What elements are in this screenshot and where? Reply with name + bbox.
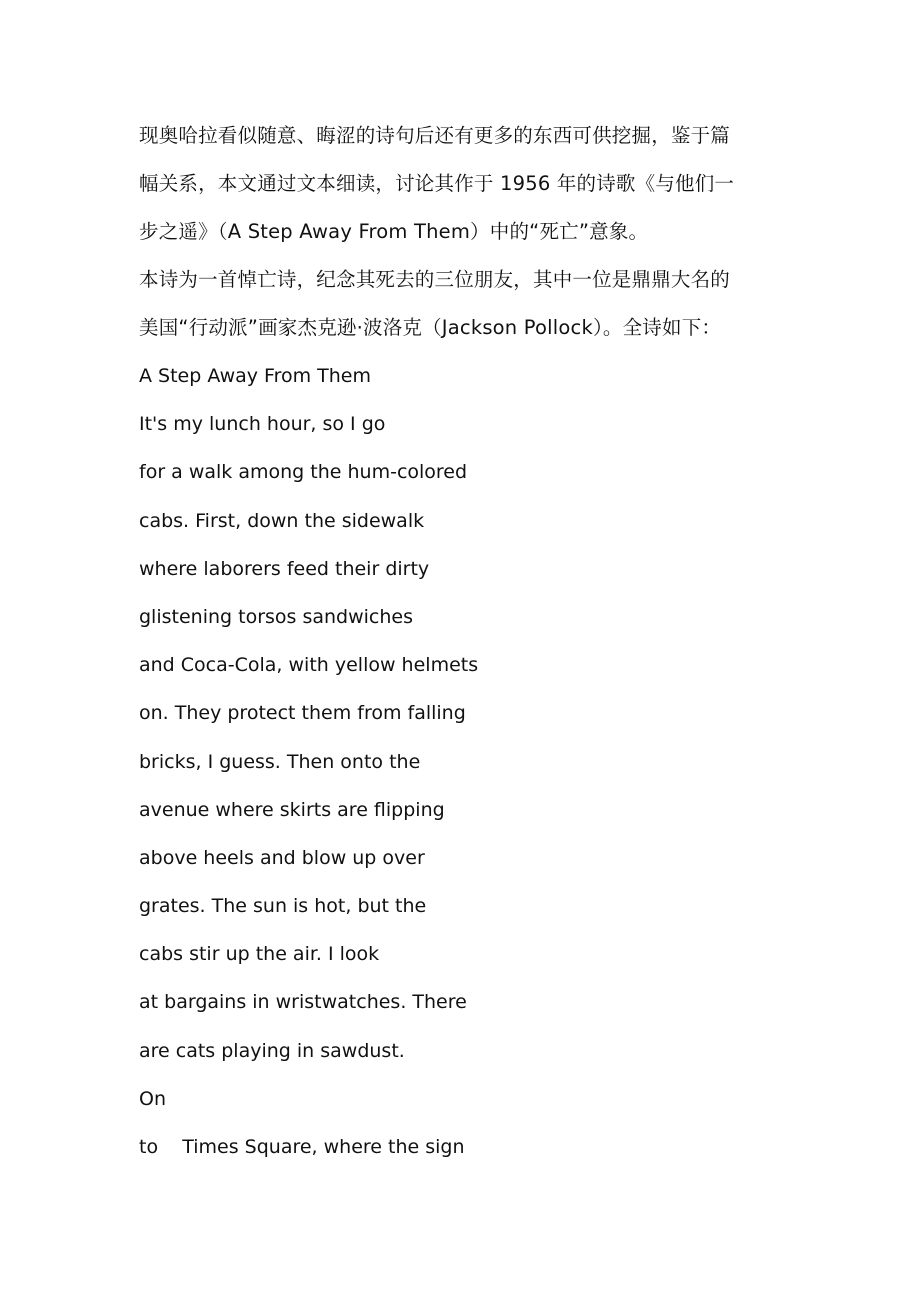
poem-line: to Times Square, where the sign [139, 1136, 465, 1158]
poem-line: bricks, I guess. Then onto the [139, 750, 421, 773]
poem-line: cabs stir up the air. I look [139, 943, 380, 966]
poem-line: glistening torsos sandwiches [139, 605, 414, 628]
poem-line: cabs. First, down the sidewalk [139, 509, 425, 532]
poem-line: and Coca-Cola, with yellow helmets [139, 654, 479, 677]
poem-line: On [139, 1087, 166, 1110]
poem [139, 352, 784, 1171]
paragraph-line: 现奥哈拉看似随意、晦涩的诗句后还有更多的东西可供挖掘，鉴于篇 [139, 124, 731, 147]
poem-title: A Step Away From Them [139, 365, 371, 387]
poem-line: above heels and blow up over [139, 846, 425, 869]
intro-paragraph [139, 112, 784, 256]
poem-line: grates. The sun is hot, but the [139, 895, 427, 918]
document-body [139, 112, 784, 1171]
poem-line: It's my lunch hour, so I go [139, 413, 386, 436]
poem-line: on. They protect them from falling [139, 702, 466, 725]
poem-line: where laborers feed their dirty [139, 557, 430, 580]
paragraph-line: 本诗为一首悼亡诗，纪念其死去的三位朋友，其中一位是鼎鼎大名的 [139, 268, 731, 291]
poem-line: are cats playing in sawdust. [139, 1039, 405, 1062]
poem-line: for a walk among the hum-colored [139, 461, 468, 484]
poem-line: at bargains in wristwatches. There [139, 991, 467, 1014]
poem-line: avenue where skirts are flipping [139, 798, 445, 821]
paragraph-line: 步之遥》（A Step Away From Them）中的“死亡”意象。 [139, 220, 649, 243]
paragraph-line: 美国“行动派”画家杰克逊·波洛克（Jackson Pollock）。全诗如下： [139, 316, 722, 339]
context-paragraph [139, 256, 784, 352]
paragraph-line: 幅关系，本文通过文本细读，讨论其作于 1956 年的诗歌《与他们一 [139, 172, 735, 195]
